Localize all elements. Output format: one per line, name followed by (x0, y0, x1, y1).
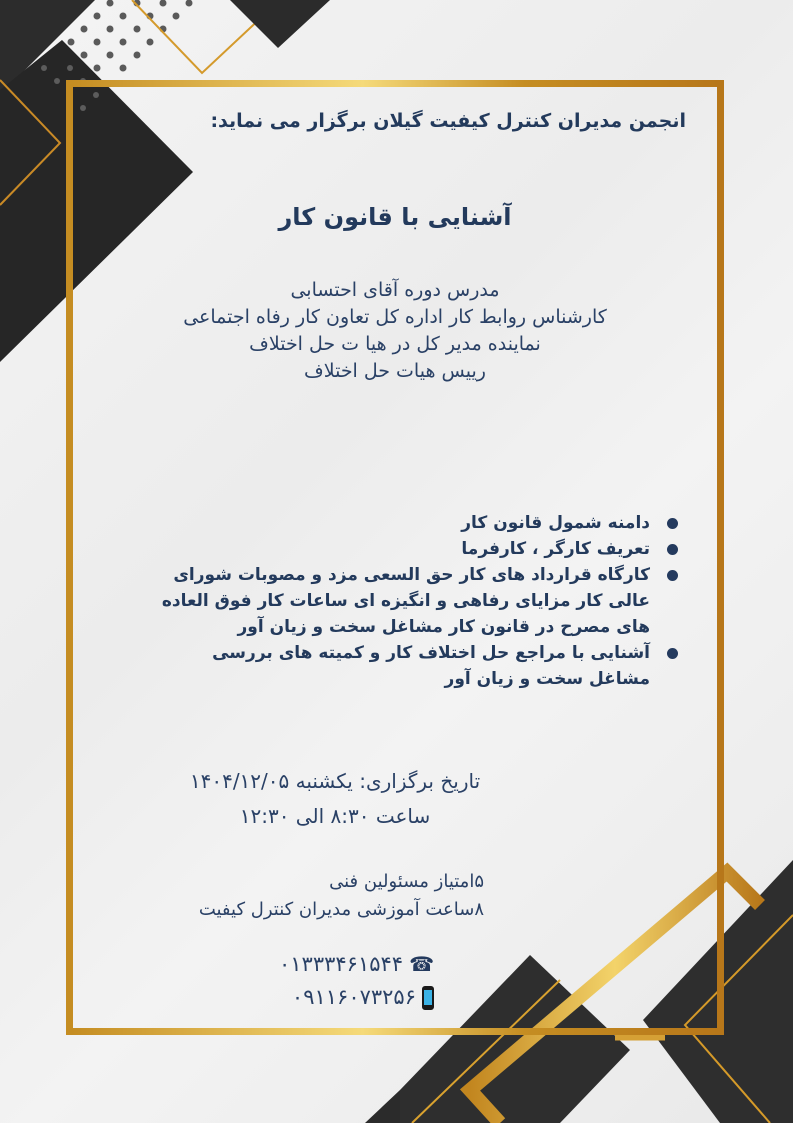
phone-number[interactable]: ۰۱۳۳۳۴۶۱۵۴۴ (279, 952, 404, 976)
schedule (80, 764, 590, 834)
event-date: تاریخ برگزاری: یکشنبه ۱۴۰۴/۱۲/۰۵ (189, 769, 481, 793)
mobile-row (279, 981, 434, 1014)
contacts (279, 948, 434, 1014)
course-title: آشنایی با قانون کار (278, 203, 512, 231)
topic-item: کارگاه قرارداد های کار حق السعی مزد و مصوبات شورای عالی کار مزایای رفاهی و انگیزه ای ساعات کار فوق العاده های مصرح در قانون کار مشاغل سخت و زیان آور (160, 562, 680, 640)
instructor-line: کارشناس روابط کار اداره کل تعاون کار رفاه اجتماعی (183, 306, 607, 328)
phone-row (279, 948, 434, 981)
topics-list (160, 510, 680, 692)
credit-technical: ۵امتیاز مسئولین فنی (329, 871, 484, 892)
mobile-phone-icon (422, 986, 434, 1010)
organizer-heading: انجمن مدیران کنترل کیفیت گیلان برگزار می نماید: (210, 110, 686, 132)
credit-hours: ۸ساعت آموزشی مدیران کنترل کیفیت (198, 899, 484, 920)
topic-item: تعریف کارگر ، کارفرما (160, 536, 680, 562)
event-time: ساعت ۸:۳۰ الی ۱۲:۳۰ (239, 804, 431, 828)
mobile-number[interactable]: ۰۹۱۱۶۰۷۳۲۵۶ (291, 985, 416, 1009)
topic-item: آشنایی با مراجع حل اختلاف کار و کمیته های بررسی مشاغل سخت و زیان آور (160, 640, 680, 692)
instructor-line: مدرس دوره آقای احتسابی (290, 279, 500, 301)
topic-item: دامنه شمول قانون کار (160, 510, 680, 536)
instructor-info (80, 277, 710, 385)
instructor-line: نماینده مدیر کل در هیا ت حل اختلاف (249, 333, 541, 355)
instructor-line: رییس هیات حل اختلاف (304, 360, 486, 382)
credits (199, 868, 484, 924)
telephone-icon: ☎ (409, 952, 434, 976)
